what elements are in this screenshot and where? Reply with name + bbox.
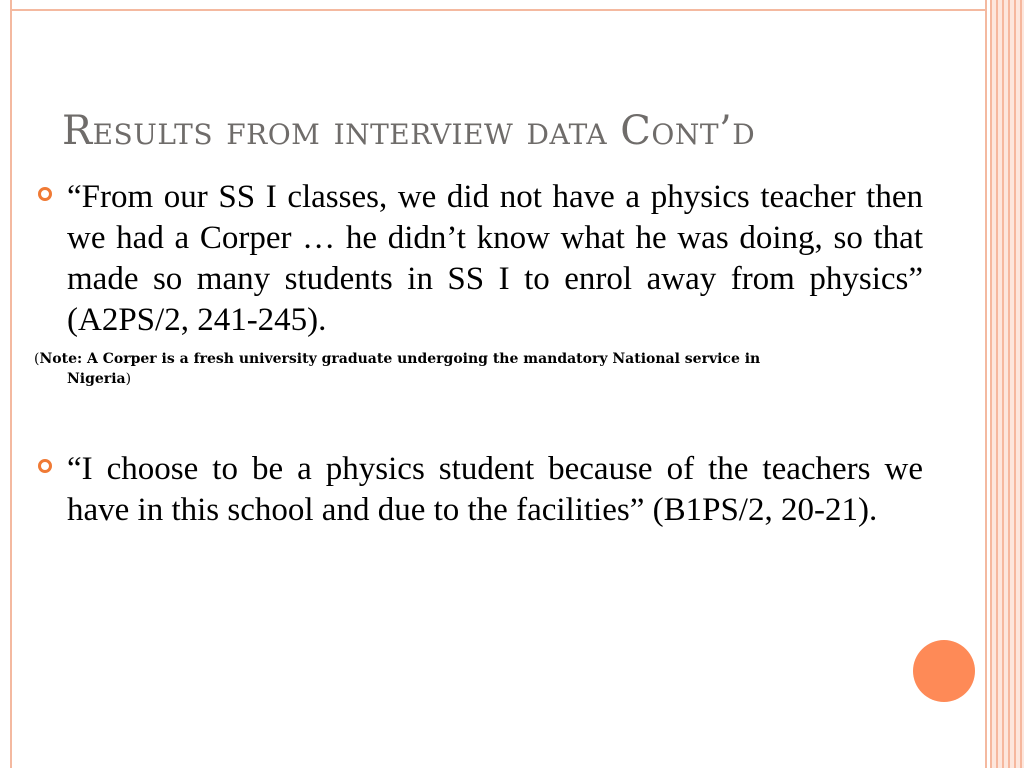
note-line-1: Note: A Corper is a fresh university graduate undergoing the mandatory National service in [39,351,761,367]
bullet-item-teachers-quote [38,449,923,531]
note-line-2: Nigeria [67,371,126,387]
note-close-paren: ) [125,371,132,387]
decorative-orange-circle [913,640,975,702]
right-border-line [985,0,987,768]
slide-title: Results from interview data Cont’d [62,108,756,154]
bullet-circle-icon [38,459,52,473]
bullet-circle-icon [38,187,52,201]
corper-note [34,349,874,389]
right-stripe-band [990,0,1024,768]
note-open-paren: ( [34,351,40,367]
left-border-line [10,0,12,768]
bullet-text: “I choose to be a physics student because of the teachers we have in this school and due to the facilities” (B1PS/2, 20-21). [67,451,923,528]
top-border-line [10,9,986,11]
bullet-text: “From our SS I classes, we did not have a physics teacher then we had a Corper … he didn’t know what he was doing, so that made so many students in SS I to enrol away from physics” (A2PS/2, 241-245). [67,179,923,338]
note-line-2-wrap [34,369,874,389]
bullet-item-corper-quote [38,177,923,341]
